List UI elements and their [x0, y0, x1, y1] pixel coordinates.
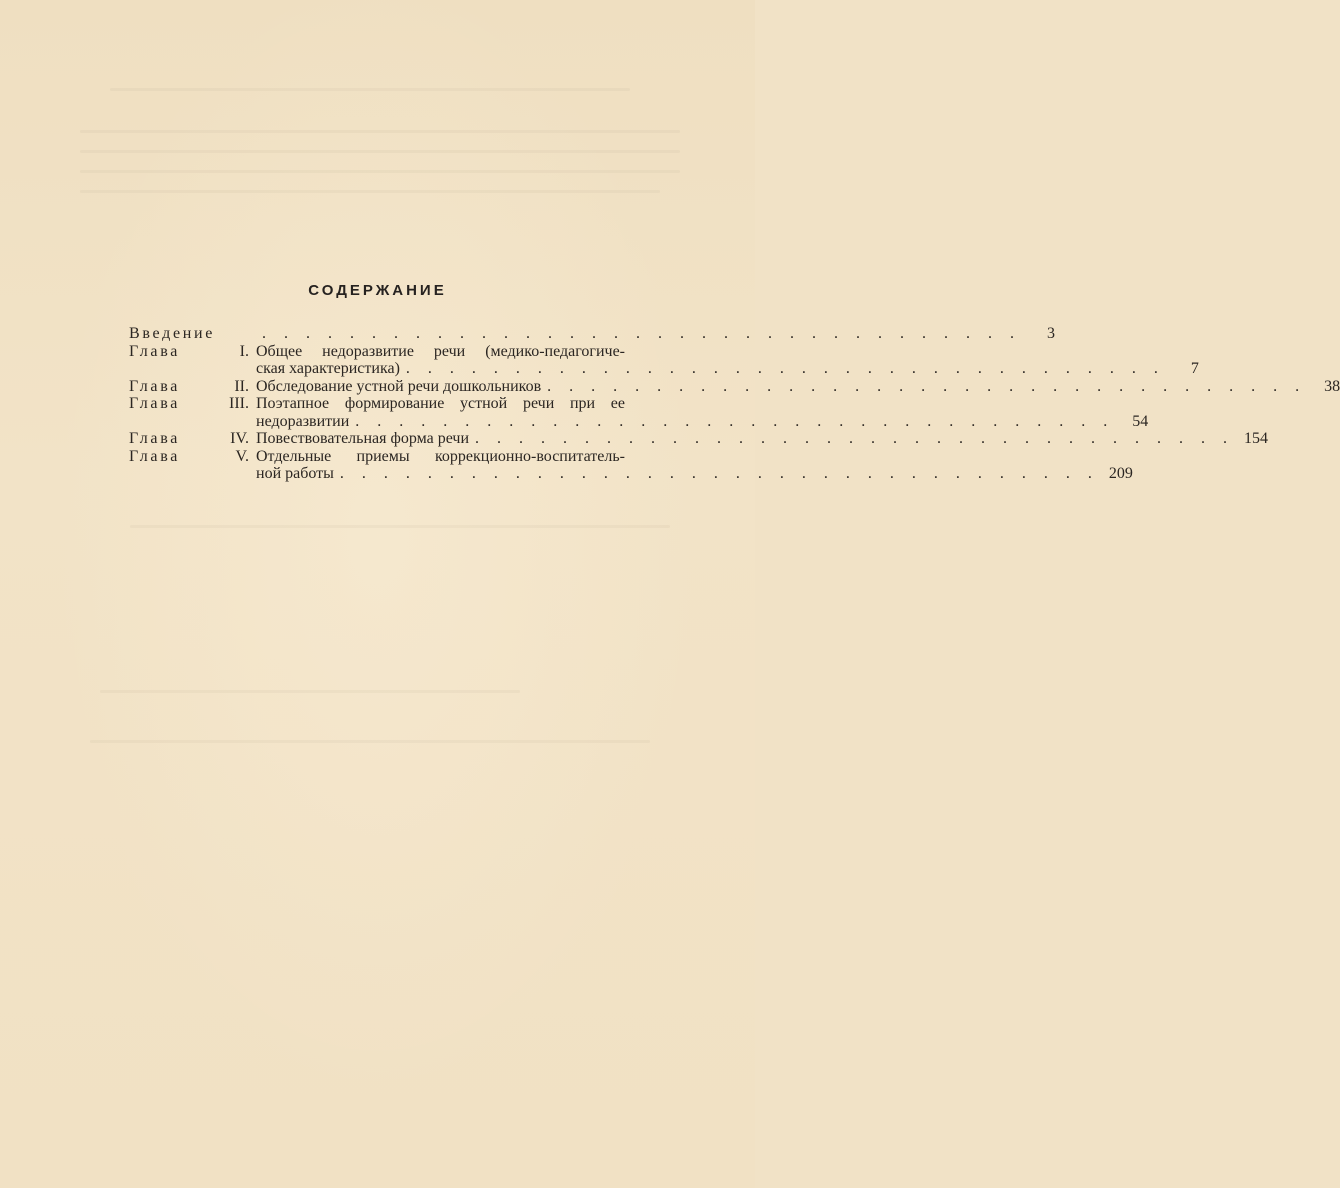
- toc-page-number: 154: [1244, 430, 1269, 447]
- toc-entry-chapter-4[interactable]: [129, 430, 1269, 448]
- toc-page-number: 209: [1108, 465, 1133, 482]
- toc-chapter-title: Поэтапное формирование устной речи при ее: [256, 395, 625, 412]
- dot-leader: . . . . . . . . . . . . . . . . . . . . . . . . . . . . . . . . . . .: [475, 430, 1235, 447]
- show-through-line: [100, 690, 520, 693]
- dot-leader: . . . . . . . . . . . . . . . . . . . . . . . . . . . . . . . . . . .: [355, 412, 1115, 430]
- toc-page-number: 7: [1190, 360, 1199, 377]
- show-through-line: [130, 525, 670, 528]
- toc-title: СОДЕРЖАНИЕ: [308, 282, 447, 299]
- show-through-line: [80, 130, 680, 133]
- toc-page-number: 54: [1132, 412, 1149, 430]
- toc-chapter-title: Отдельные приемы коррекционно-воспитатель-: [256, 447, 625, 465]
- chapter-word: Глава: [129, 342, 181, 360]
- show-through-line: [90, 740, 650, 743]
- toc-chapter-title-cont: ной работы: [256, 465, 334, 482]
- toc-chapter-title-cont: недоразвитии: [256, 412, 350, 430]
- dot-leader: . . . . . . . . . . . . . . . . . . . . . . . . . . . . . . . . . . .: [405, 360, 1165, 377]
- toc-chapter-label: [129, 448, 256, 466]
- chapter-word: Глава: [129, 395, 181, 412]
- toc-page-number: 3: [1047, 325, 1055, 342]
- toc-chapter-label: [129, 378, 256, 396]
- chapter-numeral: V.: [235, 447, 249, 465]
- toc-intro-label: Введение: [129, 325, 216, 342]
- dot-leader: . . . . . . . . . . . . . . . . . . . . . . . . . . . . . . . . . . .: [262, 325, 1021, 342]
- toc-entry-chapter-5[interactable]: [129, 447, 1133, 483]
- chapter-word: Глава: [129, 447, 181, 465]
- toc-chapter-title-cont: ская характеристика): [256, 360, 400, 377]
- dot-leader: . . . . . . . . . . . . . . . . . . . . . . . . . . . . . . . . . . .: [547, 377, 1307, 395]
- toc-chapter-label: [129, 430, 256, 448]
- toc-entry-chapter-3[interactable]: [129, 395, 1149, 430]
- toc-entry-chapter-1[interactable]: [129, 342, 1199, 378]
- chapter-word: Глава: [129, 430, 181, 447]
- toc-chapter-title: Повествовательная форма речи: [256, 430, 470, 447]
- toc-chapter-title: Обследование устной речи дошкольников: [256, 377, 542, 395]
- toc-entry-chapter-2[interactable]: [129, 377, 1340, 396]
- toc-chapter-title: Общее недоразвитие речи (медико-педагогиче-: [256, 342, 625, 360]
- show-through-line: [80, 190, 660, 193]
- table-of-contents: [129, 325, 1340, 483]
- toc-chapter-label: [129, 395, 256, 413]
- toc-page-number: 38: [1324, 377, 1340, 395]
- dot-leader: . . . . . . . . . . . . . . . . . . . . . . . . . . . . . . . . . . .: [339, 465, 1099, 482]
- show-through-line: [110, 88, 630, 91]
- toc-chapter-label: [129, 343, 256, 361]
- show-through-line: [80, 150, 680, 153]
- chapter-numeral: II.: [234, 377, 249, 395]
- show-through-line: [80, 170, 680, 173]
- chapter-numeral: III.: [229, 395, 249, 412]
- chapter-numeral: IV.: [230, 430, 249, 447]
- chapter-numeral: I.: [239, 342, 249, 360]
- toc-entry-intro[interactable]: [129, 325, 1055, 343]
- chapter-word: Глава: [129, 377, 181, 395]
